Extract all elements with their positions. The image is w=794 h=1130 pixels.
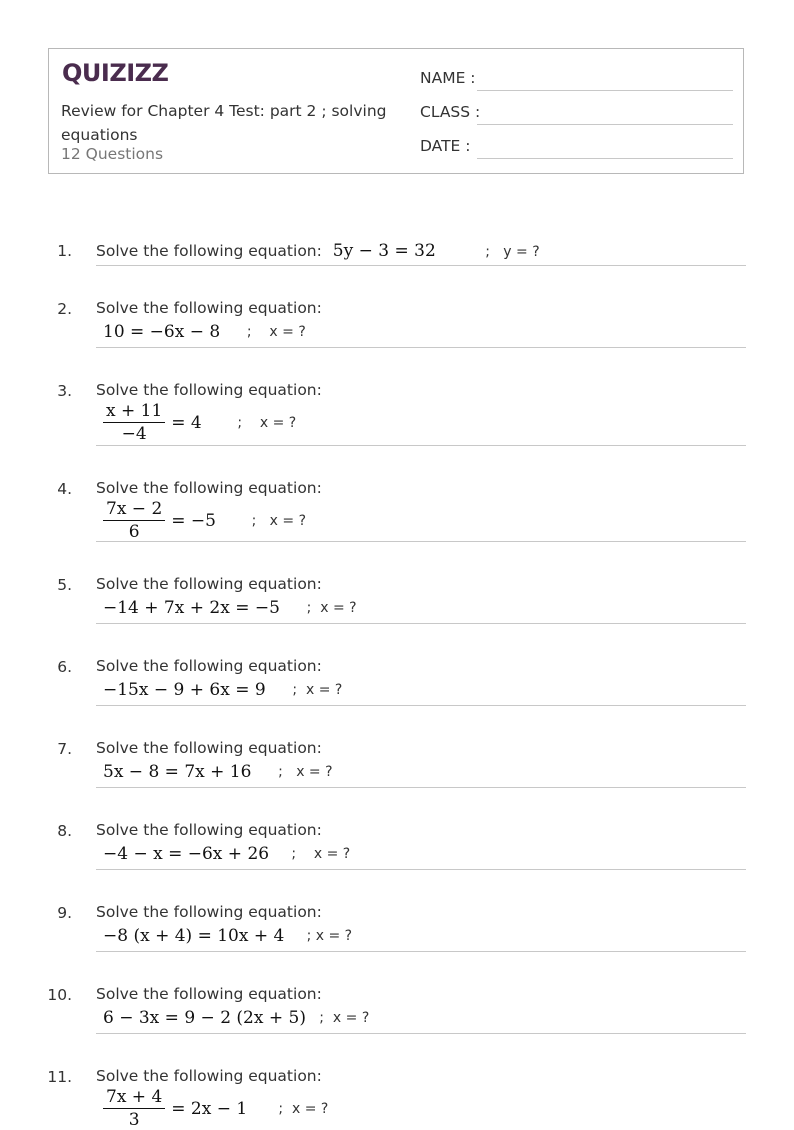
question-prompt: Solve the following equation:: [96, 299, 322, 317]
equation: 5x − 8 = 7x + 16: [103, 762, 252, 782]
fraction: [103, 401, 165, 444]
answer-prompt: ; x = ?: [247, 1100, 329, 1117]
equation-row: [103, 680, 342, 700]
answer-line[interactable]: [96, 265, 746, 266]
question-prompt: Solve the following equation:: [96, 1067, 322, 1085]
question-10: [40, 985, 746, 1035]
equation: = 2x − 1: [171, 1098, 248, 1119]
question-number: 3.: [57, 382, 72, 400]
question-number: 4.: [57, 480, 72, 498]
question-prompt: Solve the following equation:: [96, 479, 322, 497]
question-prompt: Solve the following equation:: [96, 903, 322, 921]
question-number: 6.: [57, 658, 72, 676]
answer-line[interactable]: [96, 869, 746, 870]
question-7: [40, 739, 746, 789]
quizizz-logo: QUIZIZZ: [62, 59, 169, 87]
class-label: CLASS :: [420, 103, 481, 121]
answer-prompt: ; x = ?: [201, 414, 297, 431]
question-6: [40, 657, 746, 707]
equation: = −5: [171, 510, 216, 531]
worksheet-header: [48, 48, 744, 174]
answer-line[interactable]: [96, 705, 746, 706]
question-prompt: Solve the following equation:: [96, 739, 322, 757]
equation: 10 = −6x − 8: [103, 322, 221, 342]
question-8: [40, 821, 746, 871]
answer-line[interactable]: [96, 1033, 746, 1034]
question-number: 8.: [57, 822, 72, 840]
answer-line[interactable]: [96, 541, 746, 542]
prompt-text: Solve the following equation:: [96, 242, 322, 260]
question-prompt: Solve the following equation:: [96, 381, 322, 399]
numerator: x + 11: [103, 401, 165, 423]
worksheet-title: Review for Chapter 4 Test: part 2 ; solving equations: [61, 102, 387, 144]
name-label: NAME :: [420, 69, 476, 87]
question-number: 9.: [57, 904, 72, 922]
numerator: 7x + 4: [103, 1087, 165, 1109]
answer-prompt: ; x = ?: [305, 1010, 370, 1026]
question-3: [40, 381, 746, 447]
denominator: 6: [128, 522, 140, 542]
denominator: −4: [121, 424, 147, 444]
equation: −15x − 9 + 6x = 9: [103, 680, 266, 700]
name-line[interactable]: [477, 90, 733, 91]
question-prompt: Solve the following equation:: [96, 821, 322, 839]
question-number: 7.: [57, 740, 72, 758]
question-prompt: Solve the following equation:: [96, 657, 322, 675]
question-number: 10.: [47, 986, 72, 1004]
question-prompt: Solve the following equation:: [96, 985, 322, 1003]
equation-row: [103, 844, 350, 864]
equation-row: [103, 926, 352, 946]
name-field[interactable]: [420, 69, 733, 91]
equation-row: [103, 322, 306, 342]
question-1: [40, 241, 746, 267]
answer-line[interactable]: [96, 951, 746, 952]
answer-line[interactable]: [96, 623, 746, 624]
question-prompt: [96, 241, 540, 261]
equation: −4 − x = −6x + 26: [103, 844, 270, 864]
question-2: [40, 299, 746, 349]
answer-line[interactable]: [96, 445, 746, 446]
question-5: [40, 575, 746, 625]
equation: 6 − 3x = 9 − 2 (2x + 5): [103, 1008, 306, 1028]
answer-prompt: ; x = ?: [265, 682, 343, 698]
equation-row: [103, 401, 296, 444]
equation-row: [103, 598, 357, 618]
answer-prompt: ; y = ?: [440, 244, 540, 260]
question-4: [40, 479, 746, 543]
date-field[interactable]: [420, 137, 733, 159]
question-9: [40, 903, 746, 953]
date-line[interactable]: [477, 158, 733, 159]
date-label: DATE :: [420, 137, 471, 155]
answer-prompt: ; x = ?: [216, 512, 307, 529]
equation: −8 (x + 4) = 10x + 4: [103, 926, 285, 946]
answer-prompt: ; x = ?: [284, 928, 353, 944]
equation: 5y − 3 = 32: [332, 241, 436, 261]
answer-prompt: ; x = ?: [251, 764, 333, 780]
answer-prompt: ; x = ?: [269, 846, 351, 862]
fraction: [103, 1087, 165, 1130]
question-number: 11.: [47, 1068, 72, 1086]
question-number: 2.: [57, 300, 72, 318]
class-line[interactable]: [477, 124, 733, 125]
equation: = 4: [171, 412, 202, 433]
question-number: 1.: [57, 242, 72, 260]
class-field[interactable]: [420, 103, 733, 125]
answer-line[interactable]: [96, 347, 746, 348]
question-prompt: Solve the following equation:: [96, 575, 322, 593]
fraction: [103, 499, 165, 542]
equation: −14 + 7x + 2x = −5: [103, 598, 280, 618]
equation-row: [103, 762, 333, 782]
denominator: 3: [128, 1110, 140, 1130]
question-number: 5.: [57, 576, 72, 594]
question-11: [40, 1067, 746, 1130]
question-count: 12 Questions: [61, 145, 164, 163]
numerator: 7x − 2: [103, 499, 165, 521]
equation-row: [103, 1008, 369, 1028]
equation-row: [103, 499, 306, 542]
answer-prompt: ; x = ?: [220, 324, 306, 340]
answer-prompt: ; x = ?: [279, 600, 357, 616]
answer-line[interactable]: [96, 787, 746, 788]
equation-row: [103, 1087, 328, 1130]
